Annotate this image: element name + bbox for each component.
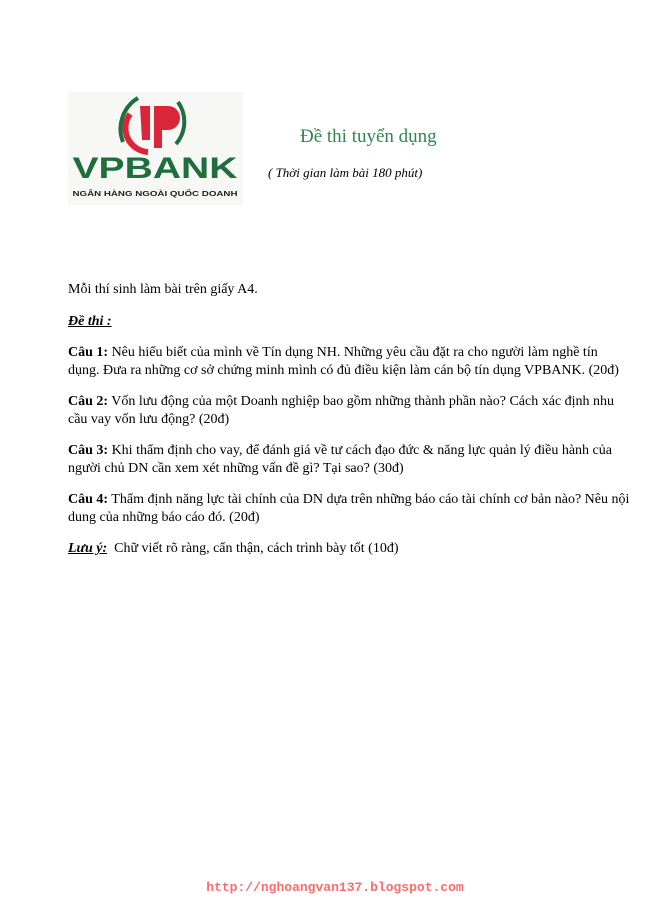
- page-title: Đề thi tuyển dụng: [300, 126, 437, 147]
- intro-text: Mỗi thí sinh làm bài trên giấy A4.: [68, 282, 258, 297]
- question-label: Câu 4:: [68, 492, 109, 507]
- logo-tagline: NGÂN HÀNG NGOÀI QUỐC DOANH: [72, 189, 200, 198]
- question-text: dụng. Đưa ra những cơ sở chứng minh mình có đủ điều kiện làm cán bộ tín dụng VPBANK. (20đ): [68, 362, 619, 378]
- note: [68, 540, 399, 558]
- question-text: Khi thẩm định cho vay, để đánh giá về tư cách đạo đức & năng lực quản lý điều hành của: [108, 443, 612, 458]
- question-1: [68, 344, 619, 379]
- question-3: [68, 442, 612, 477]
- question-label: Câu 3:: [68, 443, 109, 458]
- exam-duration: ( Thời gian làm bài 180 phút): [268, 165, 423, 180]
- question-text: cầu vay vốn lưu động? (20đ): [68, 411, 230, 427]
- question-4: [68, 491, 629, 526]
- logo-wordmark: VPBANK: [72, 152, 238, 185]
- question-2: [68, 393, 614, 428]
- note-text: Chữ viết rõ ràng, cẩn thận, cách trình bày tốt (10đ): [107, 541, 399, 556]
- question-text: người chủ DN cần xem xét những vấn đề gì? Tại sao? (30đ): [68, 460, 404, 476]
- footer-url[interactable]: http://nghoangvan137.blogspot.com: [206, 880, 464, 895]
- question-text: dung của những báo cáo đó. (20đ): [68, 509, 260, 525]
- question-text: Thẩm định năng lực tài chính của DN dựa trên những báo cáo tài chính cơ bản nào? Nêu nội: [108, 492, 630, 507]
- question-text: Vốn lưu động của một Doanh nghiệp bao gồm những thành phần nào? Cách xác định nhu: [108, 394, 615, 409]
- section-heading: Đề thi :: [68, 314, 112, 329]
- question-label: Câu 1:: [68, 345, 109, 360]
- note-label: Lưu ý:: [68, 541, 108, 556]
- question-text: Nêu hiểu biết của mình về Tín dụng NH. Những yêu cầu đặt ra cho người làm nghề tín: [108, 345, 598, 360]
- question-label: Câu 2:: [68, 394, 109, 409]
- vpbank-logo: [68, 92, 243, 205]
